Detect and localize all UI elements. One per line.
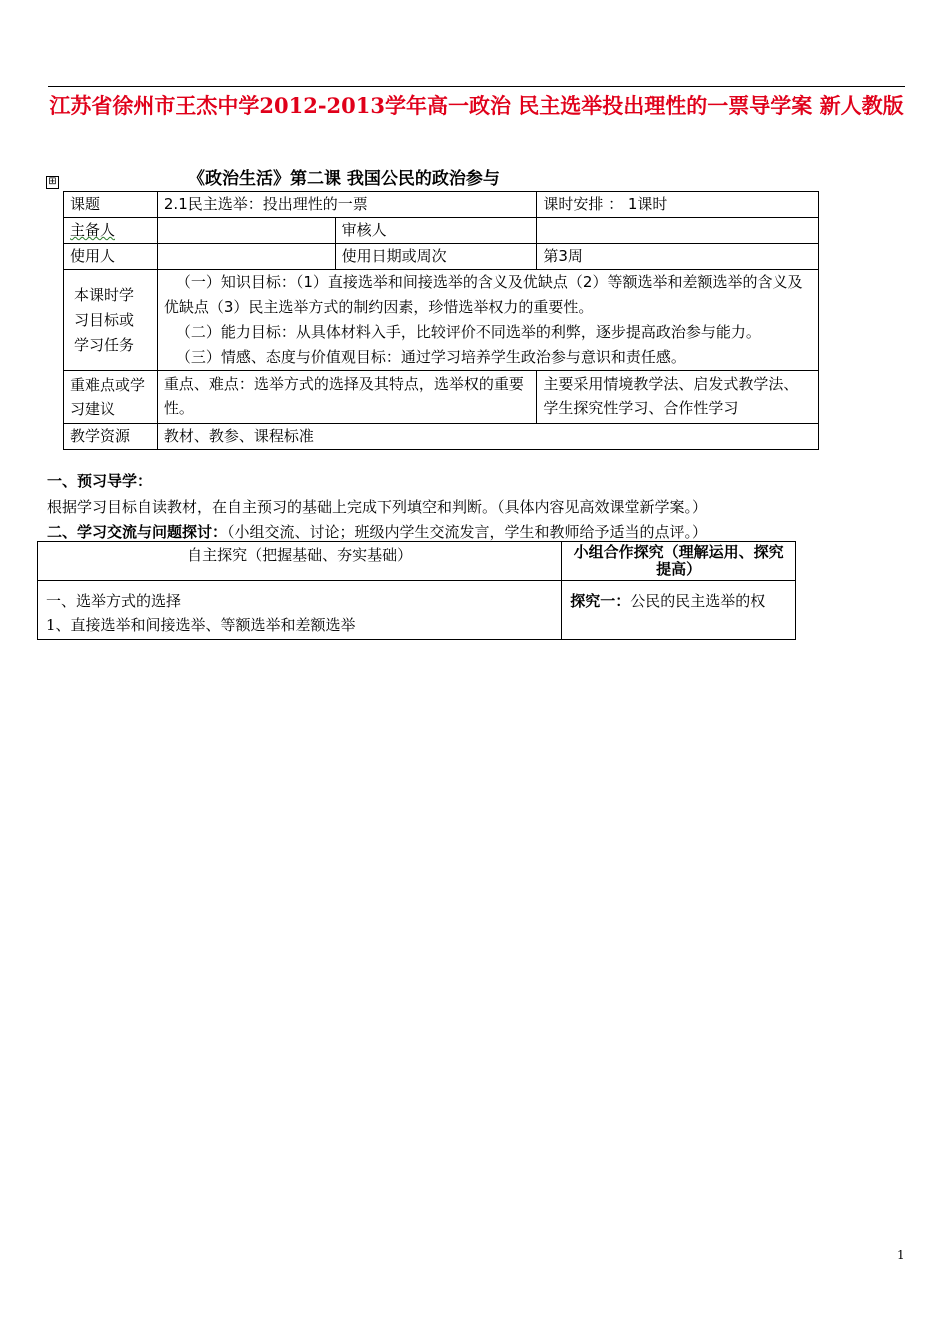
topic-label: 课题 [64, 192, 158, 218]
self-explore-header: 自主探究（把握基础、夯实基础） [38, 542, 562, 581]
preparer-value [157, 218, 335, 244]
resources-value: 教材、教参、课程标准 [157, 424, 818, 450]
page-number: 1 [897, 1248, 905, 1262]
exchange-note: （小组交流、讨论；班级内学生交流发言，学生和教师给予适当的点评。） [227, 523, 708, 541]
date-label: 使用日期或周次 [335, 244, 537, 270]
table-row [64, 424, 819, 450]
table-row [38, 542, 796, 581]
ability-goal: （二）能力目标：从具体材料入手，比较评价不同选举的利弊，逐步提高政治参与能力。 [175, 323, 761, 341]
key-points-label: 重难点或学习建议 [64, 371, 158, 424]
preview-heading: 一、预习导学： [47, 472, 153, 490]
table-row [64, 244, 819, 270]
self-explore-cell [38, 581, 562, 640]
reviewer-value [537, 218, 819, 244]
date-value: 第3周 [537, 244, 819, 270]
doc-title: 江苏省徐州市王杰中学2012-2013学年高一政治 民主选举投出理性的一票导学案 新人教版 [49, 93, 904, 118]
methods-cell: 主要采用情境教学法、启发式教学法、学生探究性学习、合作性学习 [537, 371, 819, 424]
inquiry-one-label: 探究一： [570, 592, 631, 610]
preparer-label [64, 218, 158, 244]
reviewer-label: 审核人 [335, 218, 537, 244]
knowledge-goal: （一）知识目标：（1）直接选举和间接选举的含义及优缺点（2）等额选举和差额选举的含义及优缺点（3）民主选举方式的制约因素，珍惜选举权力的重要性。 [163, 273, 803, 316]
exchange-heading: 二、学习交流与问题探讨： [47, 523, 228, 541]
table-move-handle-icon[interactable]: ⊞ [46, 176, 59, 189]
section-exchange [47, 521, 707, 542]
user-label: 使用人 [64, 244, 158, 270]
group-explore-header: 小组合作探究（理解运用、探究提高） [562, 542, 796, 581]
topic-value: 2.1民主选举：投出理性的一票 [157, 192, 536, 218]
goals-cell [157, 270, 818, 371]
emotion-goal: （三）情感、态度与价值观目标：通过学习培养学生政治参与意识和责任感。 [175, 348, 686, 366]
user-value [157, 244, 335, 270]
table-row [38, 581, 796, 640]
lesson-subtitle: 《政治生活》第二课 我国公民的政治参与 [188, 169, 500, 189]
explore-table [37, 541, 796, 640]
selection-item-1: 1、直接选举和间接选举、等额选举和差额选举 [46, 616, 356, 634]
inquiry-one-text: 公民的民主选举的权 [630, 592, 766, 610]
group-explore-cell [562, 581, 796, 640]
preview-text: 根据学习目标自读教材，在自主预习的基础上完成下列填空和判断。（具体内容见高效课堂新学案。） [47, 498, 708, 516]
schedule-cell: 课时安排 ： 1课时 [537, 192, 819, 218]
table-row [64, 218, 819, 244]
resources-label: 教学资源 [64, 424, 158, 450]
table-row [64, 270, 819, 371]
lesson-info-table [63, 191, 819, 450]
preparer-label-text: 主备人 [70, 221, 116, 239]
section-preview-heading [47, 470, 152, 491]
header-rule [48, 86, 905, 87]
table-row [64, 371, 819, 424]
selection-heading: 一、选举方式的选择 [46, 592, 182, 610]
table-row [64, 192, 819, 218]
goals-label: 本课时学习目标或学习任务 [64, 270, 158, 371]
key-points-cell: 重点、难点：选举方式的选择及其特点，选举权的重要性。 [157, 371, 536, 424]
